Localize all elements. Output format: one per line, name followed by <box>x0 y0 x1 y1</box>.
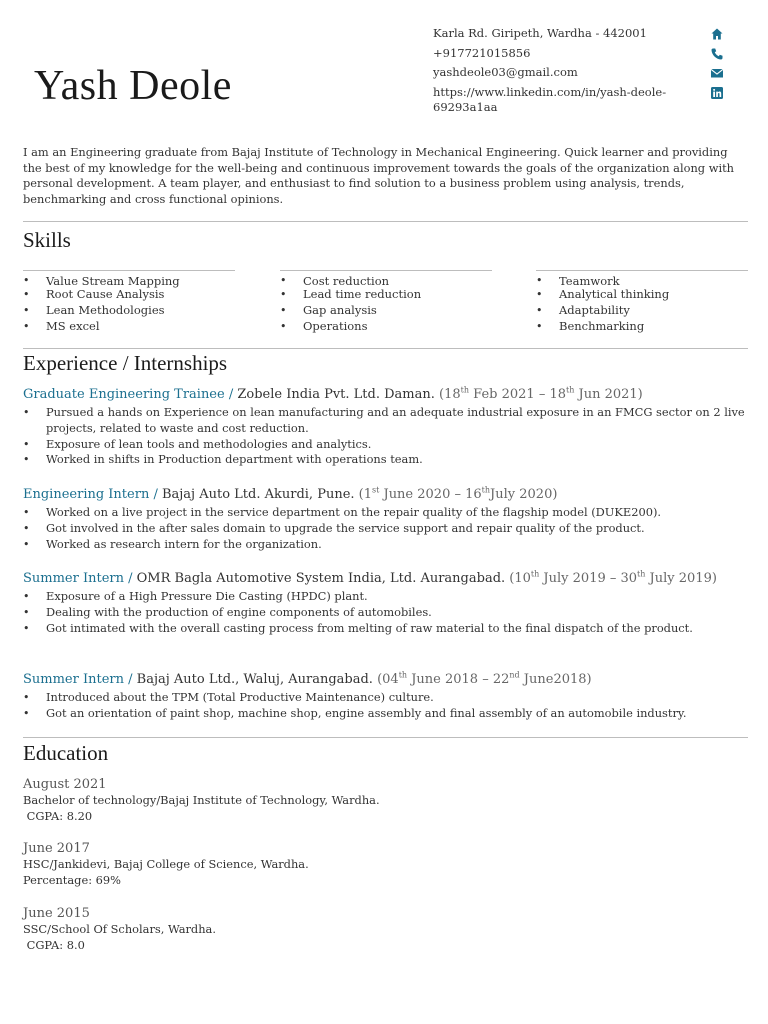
job-bullet: • Pursued a hands on Experience on lean manufacturing and an adequate industrial exposure in an FMCG sector on 2 live projects, related to waste and cost reduction. <box>23 405 745 437</box>
address-text: Karla Rd. Giripeth, Wardha - 442001 <box>433 26 647 40</box>
skills-column-3 <box>536 270 748 334</box>
skill-item: • Gap analysis <box>280 303 492 319</box>
email-text[interactable]: yashdeole03@gmail.com <box>433 65 578 79</box>
job-entry <box>23 386 745 468</box>
home-icon <box>710 27 724 41</box>
experience-heading: Experience / Internships <box>23 351 228 375</box>
job-header <box>23 486 745 503</box>
education-institution: SSC/School Of Scholars, Wardha. <box>23 922 216 936</box>
job-bullet: • Worked in shifts in Production department with operations team. <box>23 452 745 468</box>
education-date: June 2017 <box>23 841 90 856</box>
skill-item: • MS excel <box>23 319 235 335</box>
education-institution: Bachelor of technology/Bajaj Institute of Technology, Wardha. <box>23 793 380 807</box>
job-company: Bajaj Auto Ltd. Akurdi, Pune. <box>161 487 355 502</box>
candidate-name: Yash Deole <box>34 63 232 109</box>
job-header <box>23 671 745 688</box>
education-entry <box>23 840 523 889</box>
contact-address <box>433 26 733 41</box>
skill-item: • Root Cause Analysis <box>23 287 235 303</box>
email-icon <box>710 66 724 80</box>
job-bullet: • Dealing with the production of engine components of automobiles. <box>23 605 745 621</box>
education-score: CGPA: 8.20 <box>23 808 93 823</box>
education-date: August 2021 <box>23 777 107 792</box>
skill-item: • Lead time reduction <box>280 287 492 303</box>
job-dates: (10th July 2019 – 30th July 2019) <box>509 569 717 586</box>
job-bullet: • Worked as research intern for the organization. <box>23 537 745 553</box>
job-dates: (04th June 2018 – 22nd June2018) <box>377 670 592 687</box>
skill-item: • Teamwork <box>536 275 748 287</box>
job-entry <box>23 570 745 636</box>
job-dates: (18th Feb 2021 – 18th Jun 2021) <box>439 385 643 402</box>
skill-item: • Value Stream Mapping <box>23 275 235 287</box>
job-role: Summer Intern / <box>23 571 133 586</box>
job-entry <box>23 671 745 722</box>
divider <box>23 221 748 222</box>
job-bullet: • Exposure of lean tools and methodologies and analytics. <box>23 437 745 453</box>
phone-icon <box>710 47 724 61</box>
job-bullet: • Got involved in the after sales domain to upgrade the service support and repair quality of the product. <box>23 521 745 537</box>
skills-column-2 <box>280 270 492 334</box>
education-entry <box>23 905 523 954</box>
skill-item: • Operations <box>280 319 492 335</box>
job-bullet: • Worked on a live project in the service department on the repair quality of the flagship model (DUKE200). <box>23 505 745 521</box>
skill-item: • Analytical thinking <box>536 287 748 303</box>
skills-heading: Skills <box>23 228 71 252</box>
linkedin-icon <box>710 86 724 100</box>
job-dates: (1st June 2020 – 16thJuly 2020) <box>358 485 558 502</box>
skill-item: • Cost reduction <box>280 275 492 287</box>
job-header <box>23 386 745 403</box>
job-role: Summer Intern / <box>23 672 133 687</box>
job-company: Bajaj Auto Ltd., Waluj, Aurangabad. <box>136 672 373 687</box>
job-company: OMR Bagla Automotive System India, Ltd. Aurangabad. <box>136 571 506 586</box>
professional-summary: I am an Engineering graduate from Bajaj Institute of Technology in Mechanical Engineering. Quick learner and providing the best of my knowledge for the well-being and continuous improvement towards the goals of the organization along with personal development. A team player, and enthusiast to find solution to a business problem using analysis, trends, benchmarking and cross functional opinions. <box>23 145 735 206</box>
education-heading: Education <box>23 741 109 765</box>
divider <box>23 348 748 349</box>
phone-text[interactable]: +917721015856 <box>433 45 531 60</box>
linkedin-text[interactable]: https://www.linkedin.com/in/yash-deole-69293a1aa <box>433 84 667 114</box>
job-entry <box>23 486 745 552</box>
divider <box>23 737 748 738</box>
skills-column-1 <box>23 270 235 334</box>
skill-item: • Lean Methodologies <box>23 303 235 319</box>
job-company: Zobele India Pvt. Ltd. Daman. <box>237 387 435 402</box>
job-bullet: • Exposure of a High Pressure Die Casting (HPDC) plant. <box>23 589 745 605</box>
education-score: CGPA: 8.0 <box>23 937 85 952</box>
contact-email <box>433 65 733 80</box>
education-date: June 2015 <box>23 906 90 921</box>
contact-block <box>433 26 733 119</box>
education-entry <box>23 776 523 825</box>
skill-item: • Benchmarking <box>536 319 748 335</box>
education-score: Percentage: 69% <box>23 872 121 887</box>
contact-phone <box>433 46 733 61</box>
job-header <box>23 570 745 587</box>
skill-item: • Adaptability <box>536 303 748 319</box>
job-bullet: • Got an orientation of paint shop, machine shop, engine assembly and final assembly of an automobile industry. <box>23 706 745 722</box>
job-bullet: • Got intimated with the overall casting process from melting of raw material to the final dispatch of the product. <box>23 621 745 637</box>
contact-linkedin <box>433 85 733 115</box>
job-role: Graduate Engineering Trainee / <box>23 387 234 402</box>
job-role: Engineering Intern / <box>23 487 158 502</box>
job-bullet: • Introduced about the TPM (Total Productive Maintenance) culture. <box>23 690 745 706</box>
education-institution: HSC/Jankidevi, Bajaj College of Science, Wardha. <box>23 857 309 871</box>
